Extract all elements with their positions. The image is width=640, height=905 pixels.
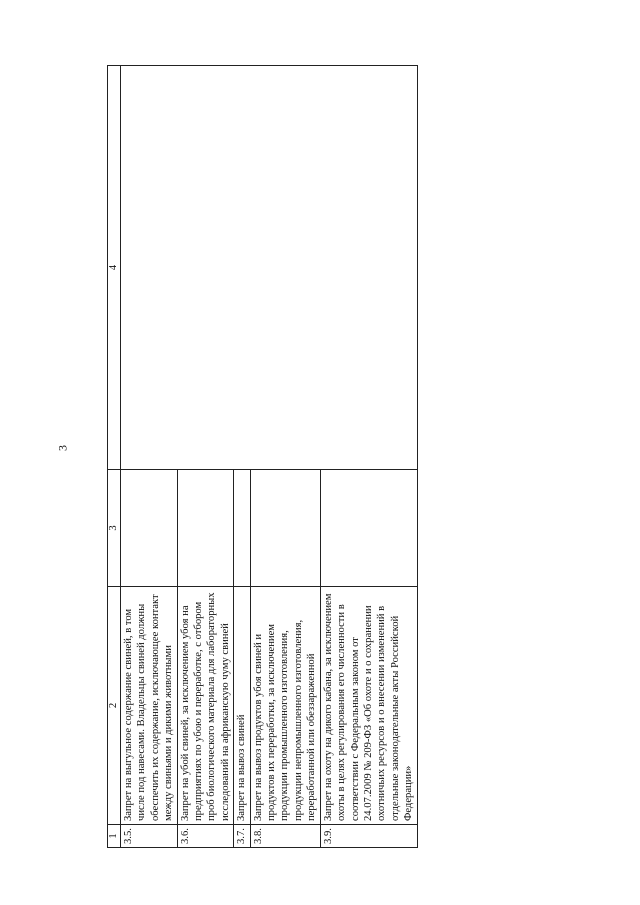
row-col4 xyxy=(121,66,418,470)
row-col3 xyxy=(320,470,417,587)
row-number: 3.9. xyxy=(320,825,417,848)
page-number: 3 xyxy=(55,445,70,451)
row-number: 3.5. xyxy=(121,825,178,848)
header-cell-3: 3 xyxy=(108,470,121,587)
row-text: Запрет на вывоз свиней xyxy=(234,587,250,825)
header-cell-4: 4 xyxy=(108,66,121,470)
row-number: 3.8. xyxy=(250,825,320,848)
row-text: Запрет на вывоз продуктов убоя свиней и продуктов их переработки, за исключением продукции промышленного изготовления, продукции непромышленного изготовления, переработанной или обеззараженной xyxy=(250,587,320,825)
row-number: 3.6. xyxy=(177,825,234,848)
measures-table xyxy=(107,65,418,848)
row-col3 xyxy=(234,470,250,587)
row-text: Запрет на убой свиней, за исключением убоя на предприятиях по убою и переработке, с отбором проб биологического материала для лабораторных исследований на африканскую чуму свиней xyxy=(177,587,234,825)
row-number: 3.7. xyxy=(234,825,250,848)
row-col3 xyxy=(177,470,234,587)
table-row xyxy=(121,66,178,848)
header-cell-1: 1 xyxy=(108,825,121,848)
row-text: Запрет на выгульное содержание свиней, в том числе под навесами. Владельцы свиней должны обеспечить их содержание, исключающее контакт между свиньями и дикими животными xyxy=(121,587,178,825)
rotated-table-wrapper xyxy=(107,66,415,848)
header-cell-2: 2 xyxy=(108,587,121,825)
row-col3 xyxy=(250,470,320,587)
row-text: Запрет на охоту на дикого кабана, за исключением охоты в целях регулирования его численности в соответствии с Федеральным законом от 24.07.2009 № 209-ФЗ «Об охоте и о сохранении охотничьих ресурсов и о внесении изменений в отдельные законодательные акты Российской Федерации» xyxy=(320,587,417,825)
table-header-row xyxy=(108,66,121,848)
row-col3 xyxy=(121,470,178,587)
